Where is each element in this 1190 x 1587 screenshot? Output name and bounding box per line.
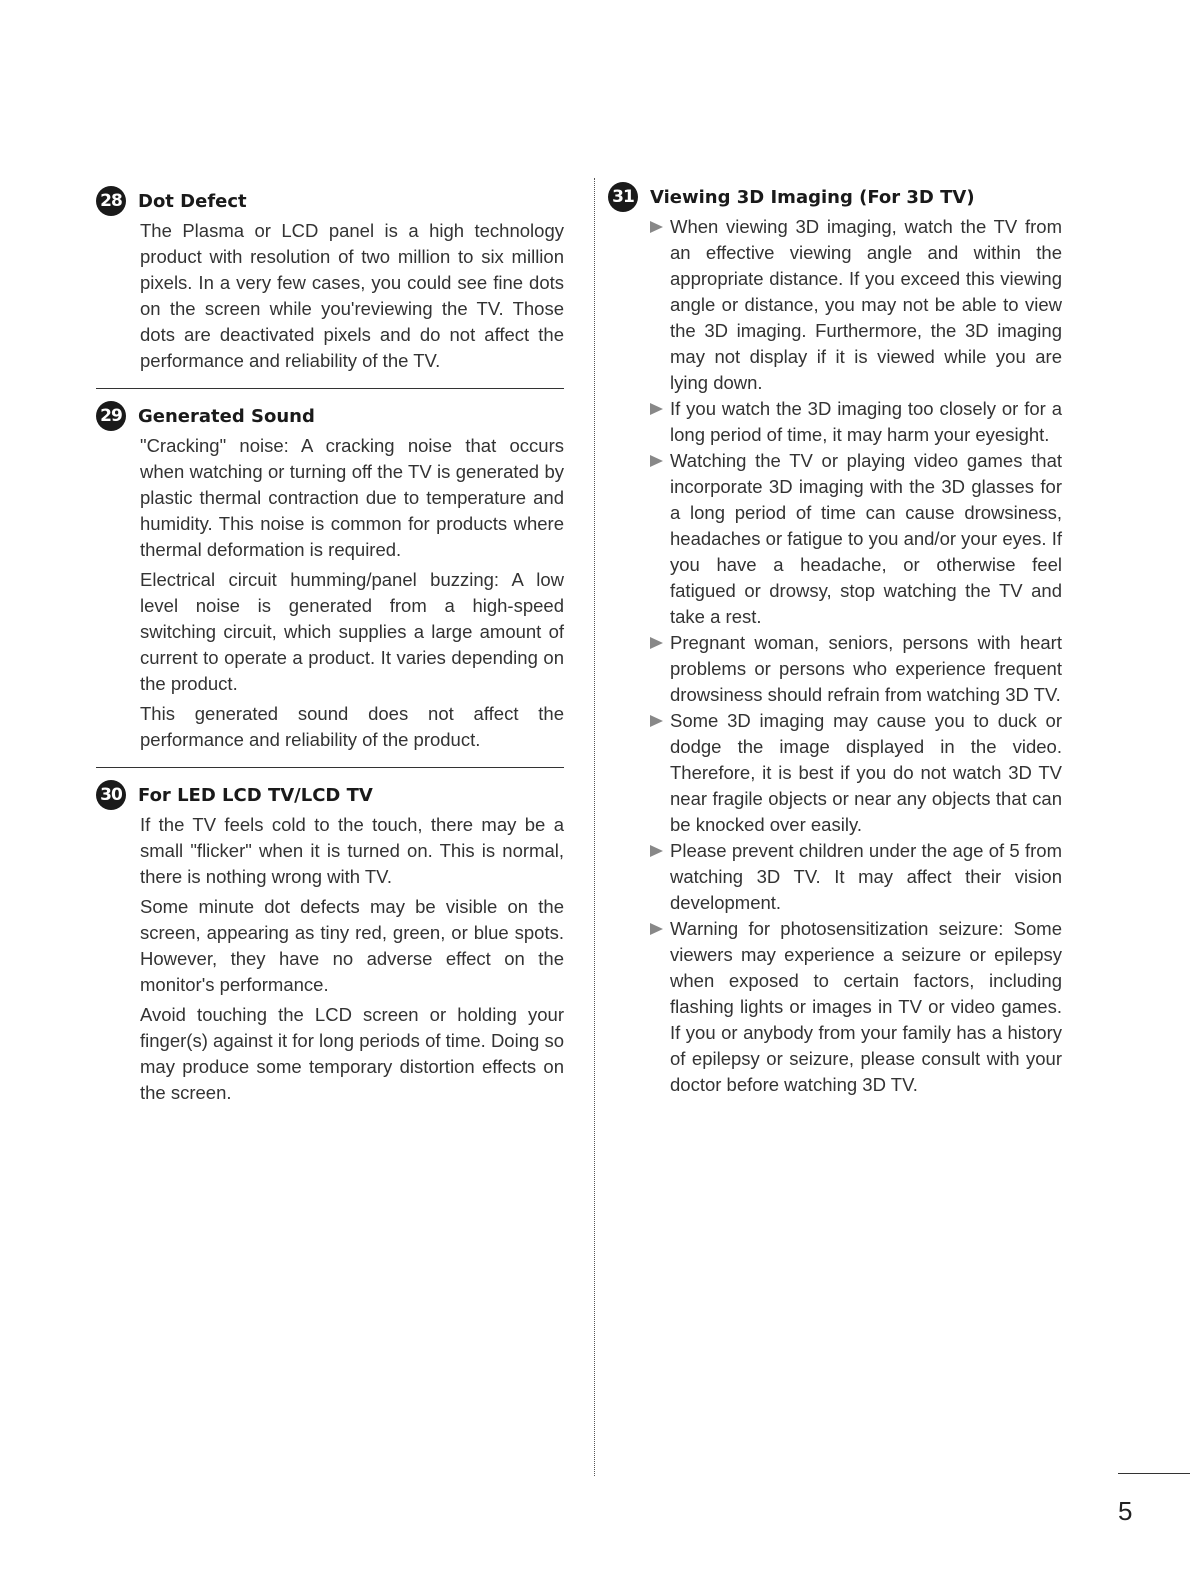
list-item xyxy=(650,630,1062,708)
number-badge-icon: 31 xyxy=(608,182,638,212)
section-title: Viewing 3D Imaging (For 3D TV) xyxy=(650,186,975,208)
section-title: Dot Defect xyxy=(138,190,247,212)
arrow-bullet-icon xyxy=(650,637,663,649)
paragraph: The Plasma or LCD panel is a high technology product with resolution of two million to six million pixels. In a very few cases, you could see fine dots on the screen while you'reviewing the TV. Those dots are deactivated pixels and do not affect the performance and reliability of the TV. xyxy=(140,220,564,371)
list-item xyxy=(650,838,1062,916)
paragraph: Some minute dot defects may be visible on the screen, appearing as tiny red, green, or blue spots. However, they have no adverse effect on the monitor's performance. xyxy=(140,896,564,995)
section-viewing-3d xyxy=(608,182,1062,1098)
section-header xyxy=(96,780,564,810)
bullet-text: Please prevent children under the age of 5 from watching 3D TV. It may affect their vision development. xyxy=(670,840,1062,913)
paragraph: If the TV feels cold to the touch, there may be a small "flicker" when it is turned on. This is normal, there is nothing wrong with TV. xyxy=(140,814,564,887)
bullet-text: Watching the TV or playing video games that incorporate 3D imaging with the 3D glasses for a long period of time can cause drowsiness, headaches or fatigue to you and/or your eyes. If you have a headache, or otherwise feel fatigued or drowsy, stop watching the TV and take a rest. xyxy=(670,450,1062,627)
paragraph: "Cracking" noise: A cracking noise that occurs when watching or turning off the TV is generated by plastic thermal contraction due to temperature and humidity. This noise is common for products where thermal deformation is required. xyxy=(140,435,564,560)
list-item xyxy=(650,448,1062,630)
section-led-lcd-tv xyxy=(96,780,564,1106)
right-column xyxy=(608,182,1062,1098)
section-header xyxy=(96,186,564,216)
section-dot-defect xyxy=(96,186,564,374)
bullet-list xyxy=(608,214,1062,1098)
list-item xyxy=(650,708,1062,838)
left-column xyxy=(96,186,564,1110)
bullet-text: Some 3D imaging may cause you to duck or dodge the image displayed in the video. Therefore, it is best if you do not watch 3D TV near fragile objects or near any objects that can be knocked over easily. xyxy=(670,710,1062,835)
arrow-bullet-icon xyxy=(650,221,663,233)
bullet-text: Warning for photosensitization seizure: Some viewers may experience a seizure or epilepsy when exposed to certain factors, including flashing lights or images in TV or video games. If you or anybody from your family has a history of epilepsy or seizure, please consult with your doctor before watching 3D TV. xyxy=(670,918,1062,1095)
bullet-text: Pregnant woman, seniors, persons with heart problems or persons who experience frequent drowsiness should refrain from watching 3D TV. xyxy=(670,632,1062,705)
section-divider xyxy=(96,767,564,768)
number-badge-icon: 28 xyxy=(96,186,126,216)
list-item xyxy=(650,396,1062,448)
arrow-bullet-icon xyxy=(650,715,663,727)
number-badge-icon: 30 xyxy=(96,780,126,810)
arrow-bullet-icon xyxy=(650,403,663,415)
section-header xyxy=(608,182,1062,212)
list-item xyxy=(650,916,1062,1098)
section-header xyxy=(96,401,564,431)
arrow-bullet-icon xyxy=(650,455,663,467)
arrow-bullet-icon xyxy=(650,845,663,857)
page-number: 5 xyxy=(1118,1496,1133,1526)
paragraph: Electrical circuit humming/panel buzzing: A low level noise is generated from a high-speed switching circuit, which supplies a large amount of current to operate a product. It varies depending on the product. xyxy=(140,569,564,694)
number-badge-icon: 29 xyxy=(96,401,126,431)
bullet-text: If you watch the 3D imaging too closely or for a long period of time, it may harm your eyesight. xyxy=(670,398,1062,445)
bullet-text: When viewing 3D imaging, watch the TV from an effective viewing angle and within the appropriate distance. If you exceed this viewing angle or distance, you may not be able to view the 3D imaging. Furthermore, the 3D imaging may not display if it is viewed while you are lying down. xyxy=(670,216,1062,393)
column-divider xyxy=(594,178,595,1476)
arrow-bullet-icon xyxy=(650,923,663,935)
section-title: Generated Sound xyxy=(138,405,315,427)
section-title: For LED LCD TV/LCD TV xyxy=(138,784,373,806)
paragraph: This generated sound does not affect the performance and reliability of the product. xyxy=(140,703,564,750)
list-item xyxy=(650,214,1062,396)
section-generated-sound xyxy=(96,401,564,753)
page-number-rule xyxy=(1118,1473,1190,1474)
section-divider xyxy=(96,388,564,389)
paragraph: Avoid touching the LCD screen or holding your finger(s) against it for long periods of time. Doing so may produce some temporary distortion effects on the screen. xyxy=(140,1004,564,1103)
